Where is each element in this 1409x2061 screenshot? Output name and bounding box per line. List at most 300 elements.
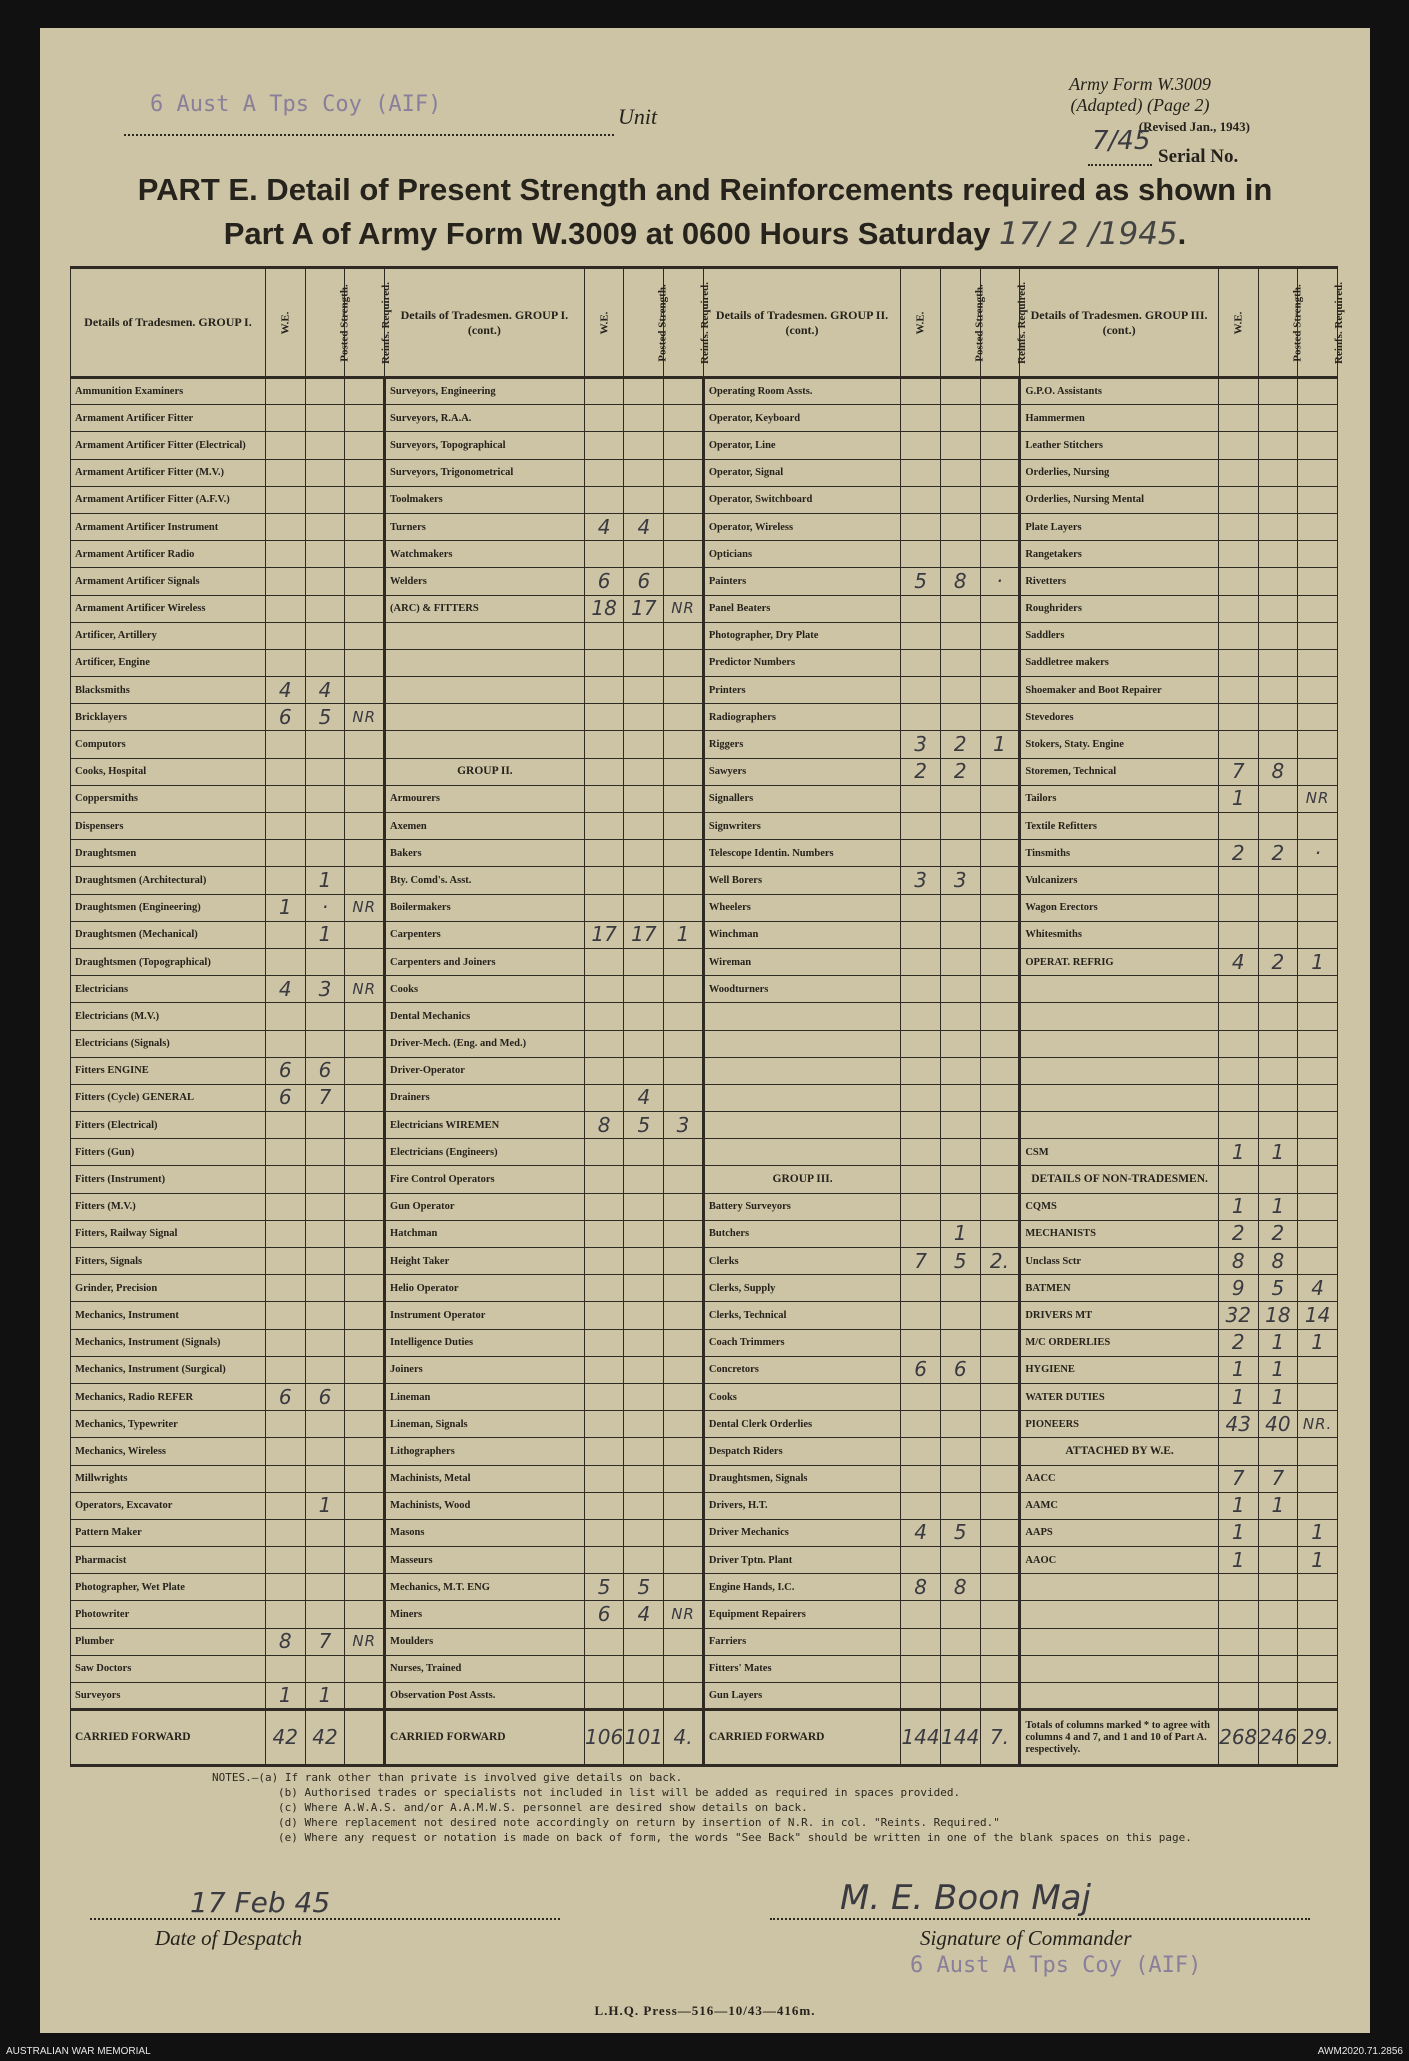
reinfs-value (664, 1220, 704, 1247)
reinfs-value: NR (1298, 785, 1338, 812)
posted-value (1258, 785, 1298, 812)
trade-name: BATMEN (1020, 1275, 1219, 1302)
reinfs-value (1298, 541, 1338, 568)
we-value (901, 1220, 941, 1247)
we-value (1218, 1574, 1258, 1601)
posted-value: 2 (940, 731, 980, 758)
we-value (901, 486, 941, 513)
reinfs-value (980, 1112, 1020, 1139)
reinfs-value (980, 1275, 1020, 1302)
carried-forward-value: 144 (940, 1710, 980, 1766)
header-we: W.E. (584, 268, 624, 378)
table-row (71, 432, 1338, 459)
we-value (1218, 1112, 1258, 1139)
posted-value (1258, 976, 1298, 1003)
posted-value (624, 948, 664, 975)
we-value (901, 622, 941, 649)
trade-name: Artificer, Artillery (71, 622, 266, 649)
posted-value (1258, 677, 1298, 704)
trade-name: Bakers (385, 840, 585, 867)
reinfs-value: NR. (1298, 1411, 1338, 1438)
we-value (1218, 1601, 1258, 1628)
carried-forward-label: CARRIED FORWARD (385, 1710, 585, 1766)
we-value: 5 (901, 568, 941, 595)
form-sheet (40, 28, 1370, 2033)
we-value (584, 976, 624, 1003)
trade-name: Stevedores (1020, 704, 1219, 731)
we-value (901, 595, 941, 622)
reinfs-value (345, 1057, 385, 1084)
posted-value: 3 (940, 867, 980, 894)
we-value (265, 459, 305, 486)
we-value (584, 1465, 624, 1492)
title-dot: . (1177, 216, 1187, 251)
trade-name (385, 704, 585, 731)
posted-value (940, 1492, 980, 1519)
we-value: 1 (265, 894, 305, 921)
trade-name: Mechanics, Instrument (Signals) (71, 1329, 266, 1356)
trade-name: Operator, Switchboard (703, 486, 900, 513)
reinfs-value (980, 894, 1020, 921)
trade-name: Mechanics, Instrument (71, 1302, 266, 1329)
reinfs-value (345, 785, 385, 812)
reinfs-value (345, 1220, 385, 1247)
reinfs-value (980, 704, 1020, 731)
form-revision: (Revised Jan., 1943) (1138, 119, 1250, 134)
posted-value: 5 (940, 1519, 980, 1546)
we-value (265, 1220, 305, 1247)
reinfs-value: NR (345, 704, 385, 731)
posted-value: 7 (305, 1628, 345, 1655)
reinfs-value (1298, 867, 1338, 894)
trade-name (703, 1139, 900, 1166)
posted-value (940, 1139, 980, 1166)
posted-value: 1 (305, 1683, 345, 1710)
reinfs-value (345, 677, 385, 704)
trade-name: Mechanics, Radio REFER (71, 1383, 266, 1410)
reinfs-value (980, 1220, 1020, 1247)
trade-name: Mechanics, M.T. ENG (385, 1574, 585, 1601)
posted-value (305, 1302, 345, 1329)
posted-value (1258, 568, 1298, 595)
header-group-1: Details of Tradesmen. GROUP I. (71, 268, 266, 378)
trade-name: Wheelers (703, 894, 900, 921)
reinfs-value (980, 948, 1020, 975)
we-value (265, 378, 305, 405)
we-value (584, 378, 624, 405)
trade-name: Cooks (703, 1383, 900, 1410)
we-value (901, 1275, 941, 1302)
trade-name: Armament Artificer Signals (71, 568, 266, 595)
reinfs-value: NR (664, 595, 704, 622)
we-value (1218, 976, 1258, 1003)
posted-value (624, 894, 664, 921)
reinfs-value (980, 921, 1020, 948)
trade-name: M/C ORDERLIES (1020, 1329, 1219, 1356)
reinfs-value (345, 541, 385, 568)
posted-value (624, 432, 664, 459)
trade-name: Nurses, Trained (385, 1655, 585, 1682)
we-value (584, 1166, 624, 1193)
posted-value (624, 785, 664, 812)
trade-name: Electricians (Signals) (71, 1030, 266, 1057)
posted-value (940, 622, 980, 649)
posted-value (624, 1057, 664, 1084)
posted-value: 5 (624, 1112, 664, 1139)
we-value (265, 1519, 305, 1546)
we-value (584, 1438, 624, 1465)
trade-name: Armament Artificer Fitter (M.V.) (71, 459, 266, 486)
we-value (901, 1057, 941, 1084)
posted-value (624, 1248, 664, 1275)
header-group-3-cont: Details of Tradesmen. GROUP III. (cont.) (1020, 268, 1219, 378)
posted-value (940, 1275, 980, 1302)
header-we: W.E. (901, 268, 941, 378)
reinfs-value (345, 1519, 385, 1546)
we-value (265, 432, 305, 459)
reinfs-value: NR (664, 1601, 704, 1628)
trade-name: Dental Clerk Orderlies (703, 1411, 900, 1438)
trade-name: Signwriters (703, 813, 900, 840)
reinfs-value (1298, 1084, 1338, 1111)
posted-value (1258, 513, 1298, 540)
reinfs-value (664, 513, 704, 540)
posted-value (1258, 894, 1298, 921)
posted-value (1258, 405, 1298, 432)
reinfs-value (664, 1465, 704, 1492)
posted-value (1258, 378, 1298, 405)
reinfs-value (1298, 758, 1338, 785)
reinfs-value (664, 1628, 704, 1655)
reinfs-value (345, 1547, 385, 1574)
table-row (71, 677, 1338, 704)
we-value: 1 (1218, 1139, 1258, 1166)
header-posted: Posted Strength. (624, 268, 664, 378)
reinfs-value: NR (345, 976, 385, 1003)
we-value: 1 (1218, 785, 1258, 812)
posted-value: 1 (305, 867, 345, 894)
we-value (901, 813, 941, 840)
we-value: 1 (1218, 1193, 1258, 1220)
carried-forward-label: CARRIED FORWARD (703, 1710, 900, 1766)
reinfs-value: 3 (664, 1112, 704, 1139)
we-value (1218, 622, 1258, 649)
posted-value (624, 405, 664, 432)
posted-value: 7 (1258, 1465, 1298, 1492)
table-row (71, 921, 1338, 948)
table-row (71, 1601, 1338, 1628)
trade-name: Cooks, Hospital (71, 758, 266, 785)
reinfs-value (345, 568, 385, 595)
reinfs-value (1298, 976, 1338, 1003)
table-row (71, 622, 1338, 649)
reinfs-value (1298, 677, 1338, 704)
posted-value (305, 1166, 345, 1193)
we-value (584, 1492, 624, 1519)
reinfs-value (1298, 1220, 1338, 1247)
reinfs-value (1298, 921, 1338, 948)
we-value (265, 813, 305, 840)
we-value (901, 1166, 941, 1193)
title-date: 17/ 2 /194 (998, 216, 1158, 252)
reinfs-value (980, 622, 1020, 649)
posted-value: · (305, 894, 345, 921)
reinfs-value (345, 1492, 385, 1519)
posted-value (624, 976, 664, 1003)
trade-name (1020, 1003, 1219, 1030)
trade-name: Gun Layers (703, 1683, 900, 1710)
trade-name (385, 677, 585, 704)
trade-name: Pharmacist (71, 1547, 266, 1574)
posted-value (305, 1193, 345, 1220)
posted-value: 5 (305, 704, 345, 731)
we-value (265, 1003, 305, 1030)
trade-name: Photographer, Wet Plate (71, 1574, 266, 1601)
posted-value (940, 513, 980, 540)
trade-name: Bricklayers (71, 704, 266, 731)
we-value (1218, 541, 1258, 568)
trade-name: Dental Mechanics (385, 1003, 585, 1030)
reinfs-value (1298, 1574, 1338, 1601)
we-value: 1 (1218, 1383, 1258, 1410)
trade-name: Operator, Wireless (703, 513, 900, 540)
trade-name: Saddletree makers (1020, 649, 1219, 676)
posted-value (624, 758, 664, 785)
we-value (901, 1193, 941, 1220)
reinfs-value (1298, 1683, 1338, 1710)
trade-name: Armament Artificer Fitter (71, 405, 266, 432)
posted-value (305, 1329, 345, 1356)
we-value (901, 677, 941, 704)
trade-name: Masseurs (385, 1547, 585, 1574)
we-value (1218, 1683, 1258, 1710)
form-number: Army Form W.3009 (1069, 74, 1211, 94)
posted-value (624, 1383, 664, 1410)
reinfs-value (345, 1193, 385, 1220)
header-reinfs: Reinfs. Required. (664, 268, 704, 378)
we-value (901, 785, 941, 812)
we-value (584, 894, 624, 921)
table-row (71, 541, 1338, 568)
table-row (71, 1193, 1338, 1220)
we-value (584, 649, 624, 676)
we-value (584, 1383, 624, 1410)
reinfs-value (980, 785, 1020, 812)
we-value (901, 1383, 941, 1410)
trade-name: Mechanics, Instrument (Surgical) (71, 1356, 266, 1383)
trade-name: Fitters ENGINE (71, 1057, 266, 1084)
we-value (265, 1438, 305, 1465)
reinfs-value (664, 486, 704, 513)
reinfs-value (664, 1683, 704, 1710)
trade-name: Fitters (Instrument) (71, 1166, 266, 1193)
we-value (901, 1003, 941, 1030)
we-value (901, 948, 941, 975)
we-value (265, 622, 305, 649)
trade-name: Computors (71, 731, 266, 758)
we-value (901, 1411, 941, 1438)
trade-name: Fitters (Cycle) GENERAL (71, 1084, 266, 1111)
posted-value (1258, 1030, 1298, 1057)
carried-forward-value: 106 (584, 1710, 624, 1766)
we-value (265, 1465, 305, 1492)
trade-name: Fire Control Operators (385, 1166, 585, 1193)
posted-value (940, 1030, 980, 1057)
carried-forward-row (71, 1710, 1338, 1766)
trade-name: Grinder, Precision (71, 1275, 266, 1302)
we-value: 3 (901, 867, 941, 894)
posted-value (1258, 459, 1298, 486)
we-value (584, 704, 624, 731)
reinfs-value (345, 622, 385, 649)
posted-value (305, 1248, 345, 1275)
trade-name: Predictor Numbers (703, 649, 900, 676)
reinfs-value (664, 1193, 704, 1220)
reinfs-value (345, 813, 385, 840)
reinfs-value (345, 649, 385, 676)
posted-value (1258, 1683, 1298, 1710)
posted-value (940, 1655, 980, 1682)
posted-value (305, 758, 345, 785)
trade-name: Rangetakers (1020, 541, 1219, 568)
we-value: 8 (901, 1574, 941, 1601)
title-line-2 (130, 212, 1280, 256)
trade-name: Toolmakers (385, 486, 585, 513)
trade-name: AAOC (1020, 1547, 1219, 1574)
header-posted: Posted Strength. (305, 268, 345, 378)
trade-name: Artificer, Engine (71, 649, 266, 676)
posted-value (1258, 921, 1298, 948)
reinfs-value (1298, 1248, 1338, 1275)
reinfs-value (345, 1601, 385, 1628)
table-row (71, 976, 1338, 1003)
reinfs-value (664, 622, 704, 649)
we-value: 8 (584, 1112, 624, 1139)
reinfs-value (664, 704, 704, 731)
posted-value (624, 486, 664, 513)
posted-value (940, 1683, 980, 1710)
reinfs-value (980, 1383, 1020, 1410)
posted-value (624, 840, 664, 867)
trade-name: Shoemaker and Boot Repairer (1020, 677, 1219, 704)
trade-name: Farriers (703, 1628, 900, 1655)
we-value (901, 405, 941, 432)
reinfs-value (664, 1030, 704, 1057)
reinfs-value (664, 1574, 704, 1601)
we-value (901, 1112, 941, 1139)
table-row (71, 1655, 1338, 1682)
trade-name: Plumber (71, 1628, 266, 1655)
table-row (71, 948, 1338, 975)
header-we: W.E. (1218, 268, 1258, 378)
trade-name: Drivers, H.T. (703, 1492, 900, 1519)
reinfs-value (664, 813, 704, 840)
carried-forward-value: 4. (664, 1710, 704, 1766)
we-value (1218, 1628, 1258, 1655)
header-group-1-cont: Details of Tradesmen. GROUP I. (cont.) (385, 268, 585, 378)
reinfs-value (980, 1084, 1020, 1111)
we-value (1218, 677, 1258, 704)
posted-value: 2 (1258, 840, 1298, 867)
posted-value (305, 486, 345, 513)
posted-value (305, 595, 345, 622)
we-value: 4 (265, 976, 305, 1003)
posted-value: 1 (940, 1220, 980, 1247)
posted-value: 7 (305, 1084, 345, 1111)
reinfs-value (345, 758, 385, 785)
reinfs-value: NR (345, 894, 385, 921)
reinfs-value (664, 1166, 704, 1193)
note-d: (d) Where replacement not desired note accordingly on return by insertion of N.R. in col. "Reints. Required." (278, 1816, 1000, 1829)
posted-value (305, 378, 345, 405)
trade-name: DETAILS OF NON-TRADESMEN. (1020, 1166, 1219, 1193)
posted-value: 1 (1258, 1492, 1298, 1519)
trade-name: Whitesmiths (1020, 921, 1219, 948)
posted-value (305, 568, 345, 595)
we-value (584, 1655, 624, 1682)
reinfs-value (980, 840, 1020, 867)
trade-name (1020, 976, 1219, 1003)
we-value (265, 568, 305, 595)
trade-name (703, 1003, 900, 1030)
notes-block (212, 1770, 1292, 1845)
we-value (1218, 731, 1258, 758)
we-value (1218, 894, 1258, 921)
trade-name: Operators, Excavator (71, 1492, 266, 1519)
posted-value: 8 (1258, 758, 1298, 785)
posted-value (305, 1003, 345, 1030)
trade-name: Draughtsmen (Engineering) (71, 894, 266, 921)
we-value (265, 758, 305, 785)
reinfs-value (664, 1411, 704, 1438)
trade-name (1020, 1655, 1219, 1682)
trade-name: Carpenters and Joiners (385, 948, 585, 975)
trade-name: MECHANISTS (1020, 1220, 1219, 1247)
reinfs-value: 2. (980, 1248, 1020, 1275)
reinfs-value (980, 1139, 1020, 1166)
header-reinfs: Reinfs. Required. (980, 268, 1020, 378)
reinfs-value (664, 405, 704, 432)
reinfs-value: 1 (1298, 948, 1338, 975)
we-value (584, 1275, 624, 1302)
we-value (901, 704, 941, 731)
posted-value (624, 622, 664, 649)
reinfs-value: · (1298, 840, 1338, 867)
posted-value (940, 704, 980, 731)
trade-name: Opticians (703, 541, 900, 568)
we-value (265, 1275, 305, 1302)
we-value (584, 1411, 624, 1438)
reinfs-value (1298, 513, 1338, 540)
trade-name (1020, 1112, 1219, 1139)
posted-value (940, 1601, 980, 1628)
posted-value (1258, 704, 1298, 731)
we-value (901, 840, 941, 867)
posted-value (624, 1492, 664, 1519)
trade-name: Blacksmiths (71, 677, 266, 704)
reinfs-value (345, 378, 385, 405)
posted-value (624, 1655, 664, 1682)
we-value (265, 1411, 305, 1438)
posted-value (305, 1519, 345, 1546)
reinfs-value (980, 432, 1020, 459)
reinfs-value: 1 (664, 921, 704, 948)
we-value (584, 677, 624, 704)
table-row (71, 1112, 1338, 1139)
posted-value (1258, 649, 1298, 676)
reinfs-value (1298, 1193, 1338, 1220)
table-header-row (71, 268, 1338, 378)
